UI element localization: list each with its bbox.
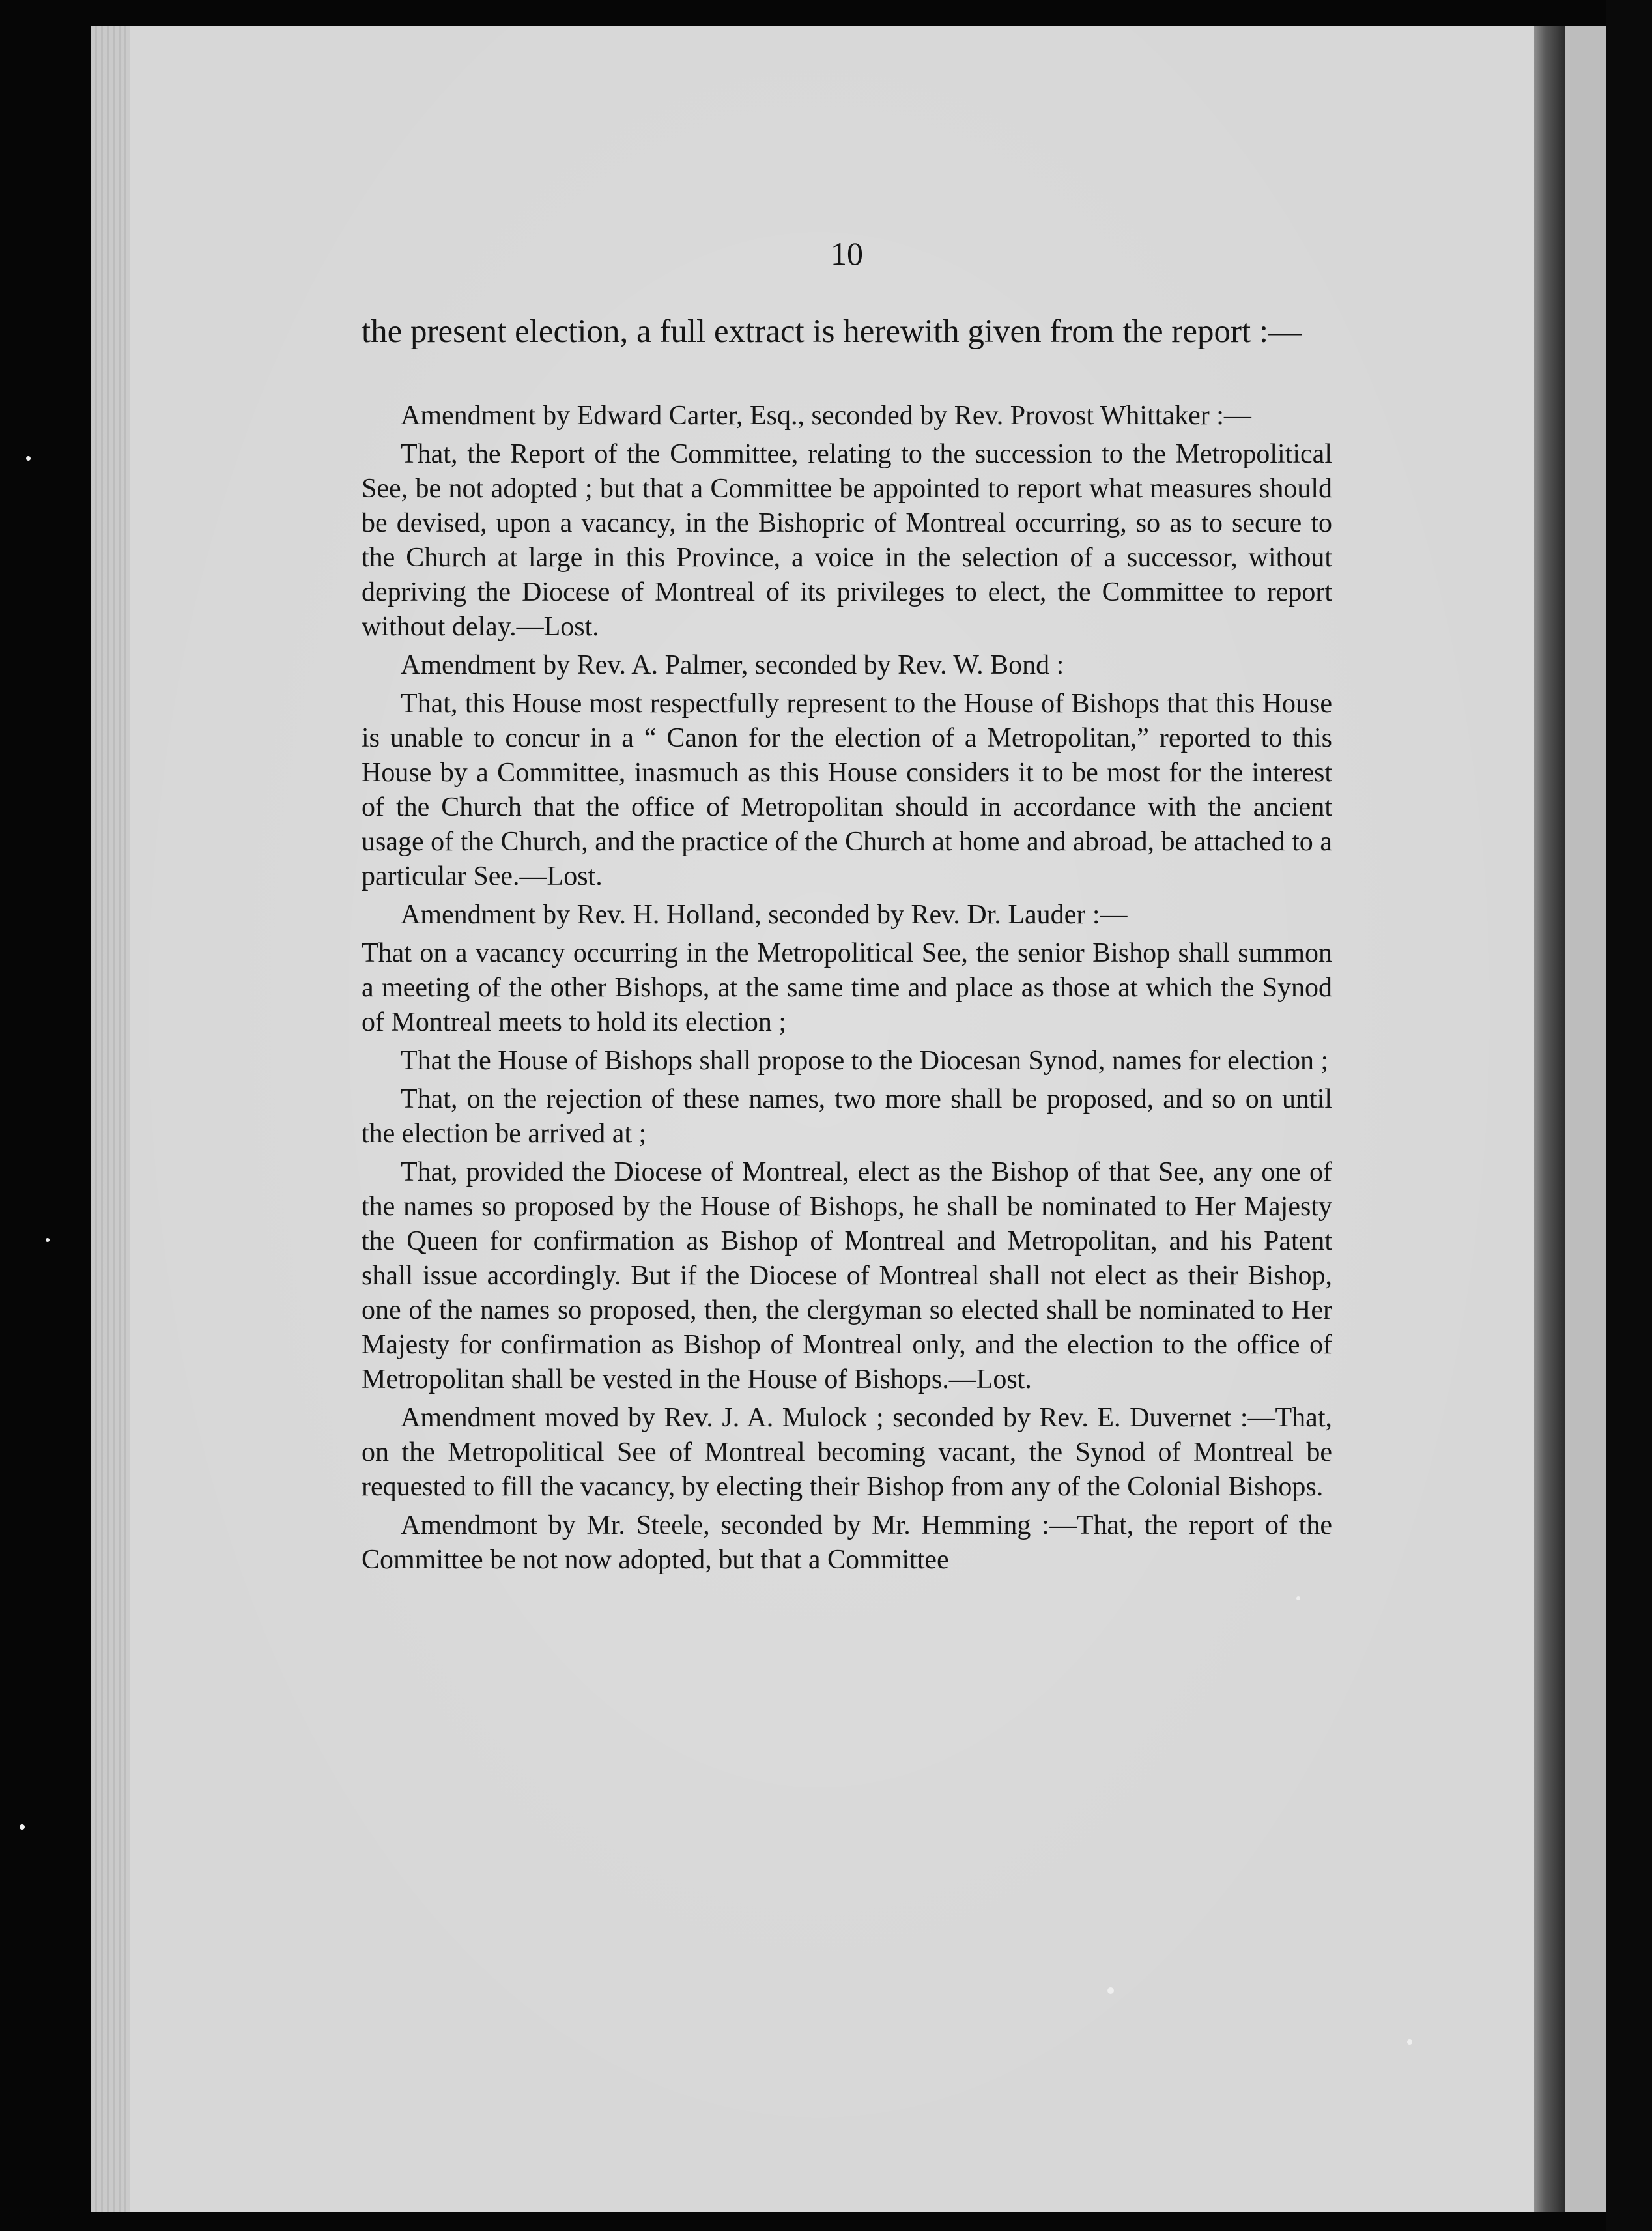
paragraph-holland-text-1: That on a vacancy occurring in the Metropolitical See, the senior Bishop shall summon a meeting of the other Bishops, at the same time and place as those at which the Synod of Montreal meets to hold its election ; (362, 938, 1332, 1037)
scan-speck (26, 456, 31, 461)
page-edge-left (91, 26, 130, 2212)
scan-speck (20, 1824, 25, 1830)
gutter-shadow (1534, 26, 1565, 2212)
page-number: 10 (831, 235, 863, 272)
paragraph-holland-text-3: That, on the rejection of these names, two more shall be proposed, and so on until the election be arrived at ; (362, 1084, 1332, 1149)
scan-speck (1296, 1596, 1300, 1600)
paragraph-holland-text-2: That the House of Bishops shall propose to the Diocesan Synod, names for election ; (401, 1046, 1329, 1076)
paragraph-palmer-text: That, this House most respectfully represent to the House of Bishops that this House is unable to concur in a “ Canon for the election of a Metropolitan,” reported to this House by a Committee, inasmuch as this House considers it to be most for the interest of the Church that the office of Metropolitan should in accordance with the ancient usage of the Church, and the practice of the Church at home and abroad, be attached to a particular See.—Lost. (362, 689, 1332, 891)
paragraph-carter-amendment: Amendment by Edward Carter, Esq., seconded by Rev. Provost Whittaker :— (401, 401, 1251, 431)
document-body (362, 399, 1332, 1581)
binding-strip (1606, 0, 1652, 2231)
scan-speck (1407, 2039, 1412, 2045)
paragraph-holland-text-4: That, provided the Diocese of Montreal, elect as the Bishop of that See, any one of the names so proposed by the House of Bishops, he shall be nominated to Her Majesty the Queen for confirmation as Bishop of Montreal and Metropolitan, and his Patent shall issue accordingly. But if the Diocese of Montreal shall not elect as their Bishop, one of the names so proposed, then, the clergyman so elected shall be nominated to Her Majesty for confirmation as Bishop of Montreal only, and the election to the office of Metropolitan shall be vested in the House of Bishops.—Lost. (362, 1157, 1332, 1394)
paragraph-holland-amendment: Amendment by Rev. H. Holland, seconded by Rev. Dr. Lauder :— (401, 900, 1128, 930)
lead-paragraph: the present election, a full extract is herewith given from the report :— (362, 313, 1302, 350)
paragraph-mulock-amendment: Amendment moved by Rev. J. A. Mulock ; seconded by Rev. E. Duvernet :—That, on the Metropolitical See of Montreal becoming vacant, the Synod of Montreal be requested to fill the vacancy, by electing their Bishop from any of the Colonial Bishops. (362, 1403, 1332, 1502)
adjacent-page-edge (1565, 26, 1606, 2212)
scan-speck (1107, 1987, 1114, 1994)
paragraph-steele-amendment: Amendmont by Mr. Steele, seconded by Mr. Hemming :—That, the report of the Committee be not now adopted, but that a Committee (362, 1510, 1332, 1575)
paragraph-palmer-amendment: Amendment by Rev. A. Palmer, seconded by Rev. W. Bond : (401, 650, 1064, 680)
paragraph-carter-text: That, the Report of the Committee, relating to the succession to the Metropolitical See, be not adopted ; but that a Committee be appointed to report what measures should be devised, upon a vacancy, in the Bishopric of Montreal occurring, so as to secure to the Church at large in this Province, a voice in the selection of a successor, without depriving the Diocese of Montreal of its privileges to elect, the Committee to report without delay.—Lost. (362, 439, 1332, 642)
scan-speck (46, 1238, 50, 1242)
